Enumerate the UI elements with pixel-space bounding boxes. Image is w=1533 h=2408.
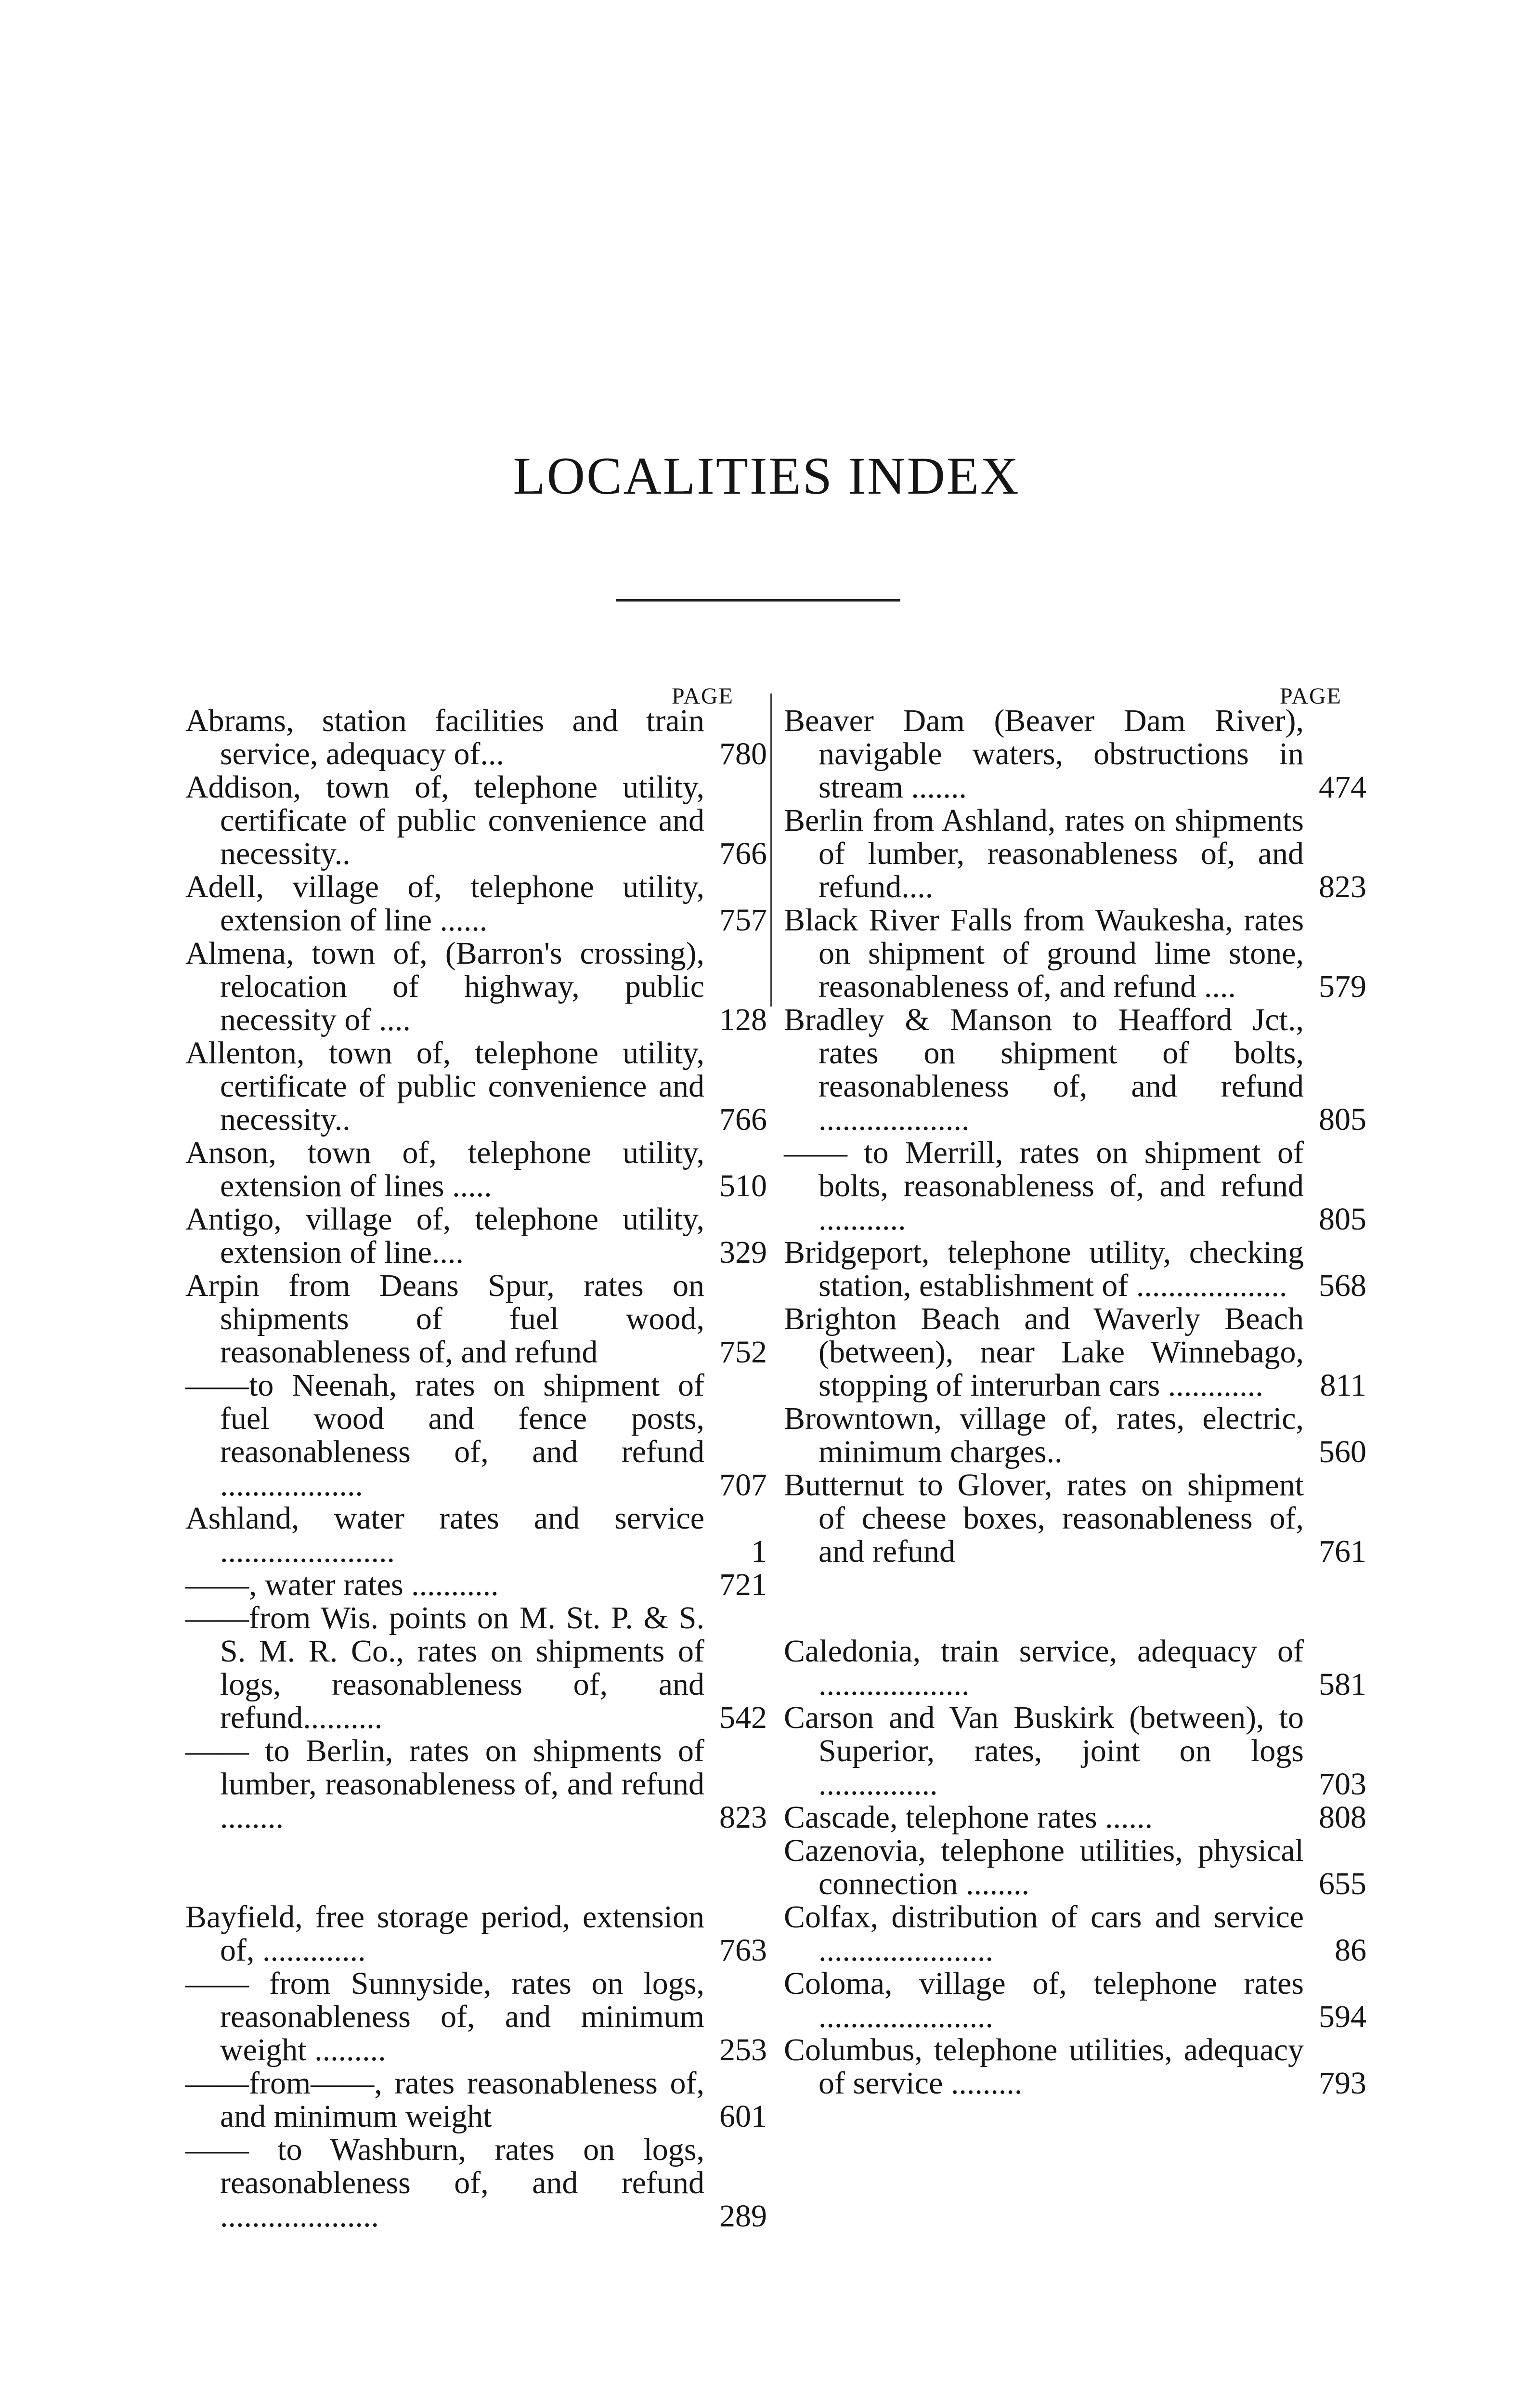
index-entry-text: Antigo, village of, telephone utility, extension of line.... [185, 1202, 704, 1270]
index-entry [784, 1003, 1366, 1136]
left-column-page-header: PAGE [672, 683, 734, 709]
index-entry-text: Cascade, telephone rates ...... [784, 1800, 1153, 1835]
index-entry-page: 761 [1319, 1534, 1366, 1569]
index-entry [185, 1502, 767, 1568]
index-entry [784, 1302, 1366, 1402]
index-entry-text: Beaver Dam (Beaver Dam River), navigable waters, obstructions in stream ....... [784, 703, 1304, 805]
index-entry-page: 703 [1319, 1767, 1366, 1802]
index-entry [784, 1136, 1366, 1236]
index-entry [185, 1036, 767, 1136]
index-entry-page: 86 [1335, 1933, 1366, 1968]
index-entry [185, 870, 767, 937]
index-entry [784, 1468, 1366, 1568]
index-entry-text: —— from Sunnyside, rates on logs, reasonableness of, and minimum weight ......... [185, 1966, 704, 2068]
index-entry-text: ——from Wis. points on M. St. P. & S. S. M. R. Co., rates on shipments of logs, reasonableness of, and refund.......... [185, 1600, 704, 1735]
index-entry-text: Cazenovia, telephone utilities, physical connection ........ [784, 1833, 1304, 1901]
index-entry [185, 1734, 767, 1834]
index-entry [784, 2033, 1366, 2100]
index-entry-text: Anson, town of, telephone utility, extension of lines ..... [185, 1135, 704, 1204]
index-entry [185, 2067, 767, 2133]
index-entry-page: 766 [719, 1102, 767, 1137]
index-entry-page: 1 [751, 1534, 767, 1569]
index-entry [185, 771, 767, 870]
index-entry-page: 805 [1319, 1102, 1366, 1137]
index-entry-text: ——, water rates ........... [185, 1567, 499, 1602]
index-entry-page: 560 [1319, 1434, 1366, 1469]
index-entry [784, 1402, 1366, 1468]
index-entry-text: Caledonia, train service, adequacy of ................... [784, 1634, 1304, 1702]
index-entry-page: 568 [1319, 1268, 1366, 1303]
index-entry-text: ——from——, rates reasonableness of, and minimum weight [185, 2066, 704, 2134]
index-entry-page: 763 [719, 1933, 767, 1968]
index-entry [784, 704, 1366, 804]
index-entry-page: 823 [719, 1800, 767, 1835]
index-entry [185, 937, 767, 1036]
index-entry-page: 707 [719, 1467, 767, 1503]
index-entry-page: 329 [719, 1235, 767, 1270]
index-entry [185, 2133, 767, 2233]
index-entry [784, 1635, 1366, 1701]
index-entry-text: Bridgeport, telephone utility, checking station, establishment of ................... [784, 1235, 1304, 1303]
index-entry-page: 757 [719, 903, 767, 938]
index-entry [784, 1236, 1366, 1302]
index-entry-page: 581 [1319, 1667, 1366, 1702]
index-entry [784, 1701, 1366, 1801]
index-entry [185, 1900, 767, 1967]
index-entry-text: Almena, town of, (Barron's crossing), relocation of highway, public necessity of .... [185, 936, 704, 1037]
index-entry-text: —— to Merrill, rates on shipment of bolts, reasonableness of, and refund ........... [784, 1135, 1304, 1237]
index-entry-page: 594 [1319, 1999, 1366, 2034]
index-entry-text: —— to Washburn, rates on logs, reasonableness of, and refund .................... [185, 2132, 704, 2234]
index-entry [185, 1269, 767, 1369]
index-entry-text: Adell, village of, telephone utility, extension of line ...... [185, 869, 704, 938]
index-entry [185, 1136, 767, 1203]
index-entry-text: Carson and Van Buskirk (between), to Superior, rates, joint on logs ............... [784, 1700, 1304, 1802]
index-entry-page: 805 [1319, 1202, 1366, 1237]
column-divider [770, 694, 772, 1007]
index-entry [784, 903, 1366, 1003]
index-entry-page: 474 [1319, 770, 1366, 805]
index-entry [185, 1568, 767, 1601]
index-entry-text: Brighton Beach and Waverly Beach (between), near Lake Winnebago, stopping of interurban cars ............ [784, 1301, 1304, 1403]
index-entry [185, 704, 767, 771]
index-entry-text: Bradley & Manson to Heafford Jct., rates on shipment of bolts, reasonableness of, and refund ................... [784, 1002, 1304, 1137]
index-entry-page: 289 [719, 2199, 767, 2234]
index-entry-page: 601 [719, 2099, 767, 2134]
left-column [185, 704, 767, 2233]
index-entry-text: ——to Neenah, rates on shipment of fuel wood and fence posts, reasonableness of, and refund .................. [185, 1368, 704, 1503]
index-entry-page: 721 [719, 1567, 767, 1602]
index-entry [784, 804, 1366, 903]
index-entry-text: Columbus, telephone utilities, adequacy of service ......... [784, 2032, 1304, 2101]
index-entry-text: Black River Falls from Waukesha, rates on shipment of ground lime stone, reasonableness of, and refund .... [784, 903, 1304, 1004]
index-entry-text: —— to Berlin, rates on shipments of lumber, reasonableness of, and refund ........ [185, 1733, 704, 1835]
title-rule [616, 599, 900, 602]
index-entry-text: Addison, town of, telephone utility, certificate of public convenience and necessity.. [185, 770, 704, 871]
index-entry-page: 510 [719, 1168, 767, 1204]
index-entry-page: 655 [1319, 1866, 1366, 1901]
section-gap [185, 1834, 767, 1900]
page-title: LOCALITIES INDEX [513, 446, 1020, 505]
right-column [784, 704, 1366, 2100]
index-entry [784, 1801, 1366, 1834]
index-entry-text: Abrams, station facilities and train service, adequacy of... [185, 703, 704, 772]
index-entry [784, 1900, 1366, 1967]
index-entry-page: 823 [1319, 869, 1366, 904]
index-entry-text: Colfax, distribution of cars and service ...................... [784, 1899, 1304, 1968]
index-entry-text: Coloma, village of, telephone rates ...................... [784, 1966, 1304, 2034]
index-entry-text: Butternut to Glover, rates on shipment of cheese boxes, reasonableness of, and refund [784, 1467, 1304, 1569]
index-entry [185, 1967, 767, 2067]
index-entry-page: 793 [1319, 2066, 1366, 2101]
index-entry-text: Browntown, village of, rates, electric, minimum charges.. [784, 1401, 1304, 1469]
index-entry [185, 1601, 767, 1734]
index-entry-text: Berlin from Ashland, rates on shipments of lumber, reasonableness of, and refund.... [784, 803, 1304, 904]
right-column-page-header: PAGE [1280, 683, 1342, 709]
index-entry-page: 811 [1320, 1368, 1366, 1403]
index-entry-page: 128 [719, 1002, 767, 1037]
index-entry-text: Ashland, water rates and service ...................... [185, 1501, 704, 1569]
index-entry [784, 1967, 1366, 2033]
index-entry-text: Arpin from Deans Spur, rates on shipments of fuel wood, reasonableness of, and refund [185, 1268, 704, 1370]
index-entry [784, 1834, 1366, 1900]
index-entry [185, 1203, 767, 1269]
index-entry-page: 766 [719, 836, 767, 871]
index-entry-page: 542 [719, 1700, 767, 1735]
index-entry-page: 752 [719, 1335, 767, 1370]
index-entry-page: 253 [719, 2032, 767, 2068]
section-gap [784, 1568, 1366, 1635]
index-entry-page: 579 [1319, 969, 1366, 1004]
index-entry-page: 780 [719, 736, 767, 772]
index-entry-page: 808 [1319, 1800, 1366, 1835]
index-entry-text: Bayfield, free storage period, extension of, ............. [185, 1899, 704, 1968]
index-entry [185, 1369, 767, 1502]
index-entry-text: Allenton, town of, telephone utility, certificate of public convenience and necessity.. [185, 1035, 704, 1137]
